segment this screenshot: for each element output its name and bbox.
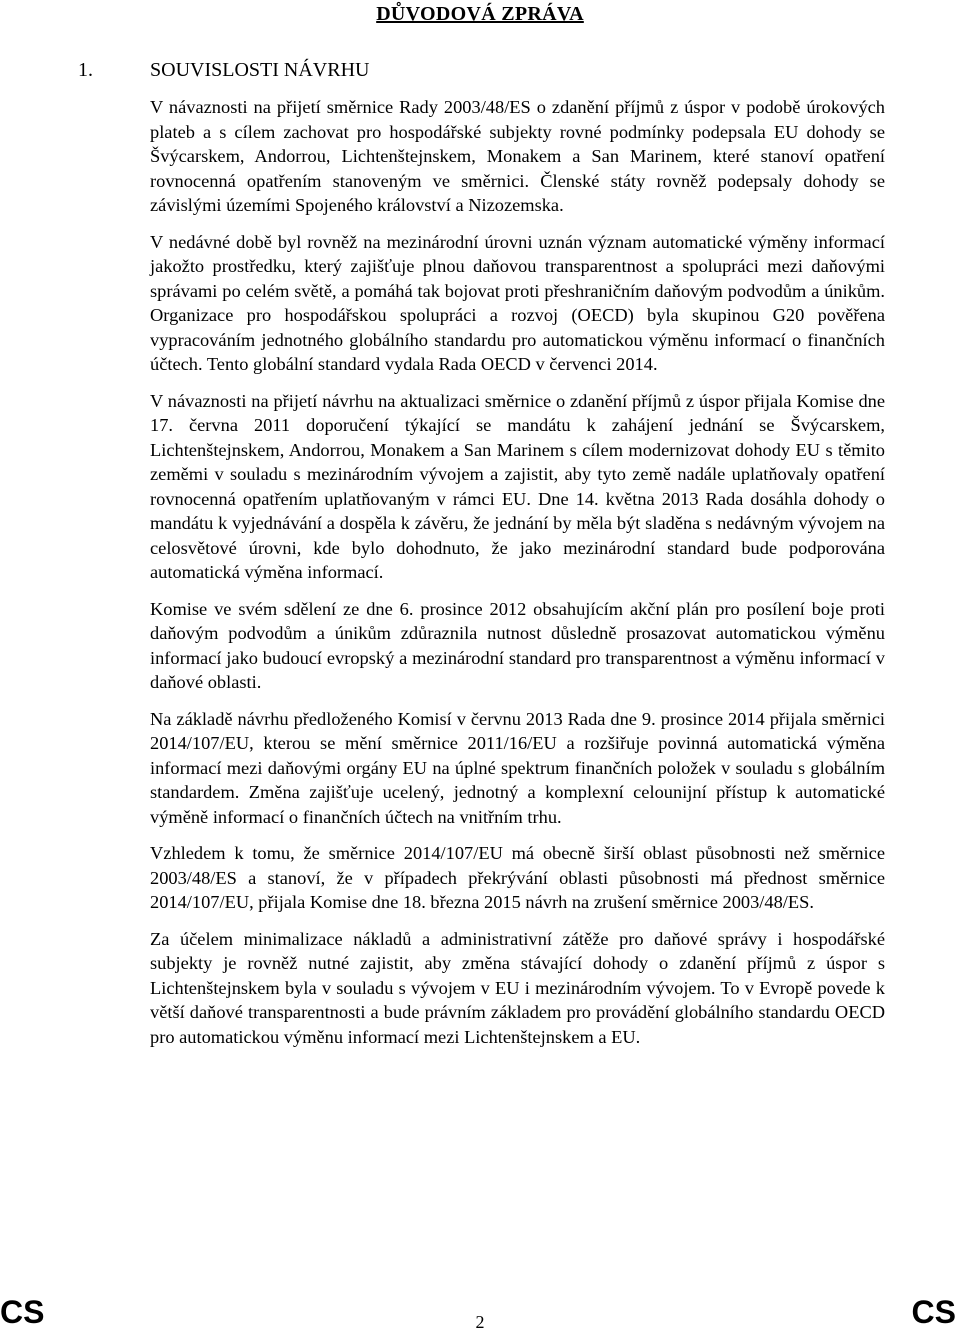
section-heading <box>78 59 369 82</box>
paragraph: Na základě návrhu předloženého Komisí v červnu 2013 Rada dne 9. prosince 2014 přijala směrnici 2014/107/EU, kterou se mění směrnice 2011/16/EU a rozšiřuje povinná automatická výměna informací mezi daňovými orgány EU na úplné spektrum finančních položek v souladu s globálním standardem. Změna zajišťuje ucelený, jednotný a komplexní celounijní přístup k automatické výměně informací o finančních účtech na vnitřním trhu. <box>150 708 885 827</box>
paragraph: Vzhledem k tomu, že směrnice 2014/107/EU má obecně širší oblast působnosti než směrnice 2003/48/ES a stanoví, že v případech překrývání oblasti působnosti má přednost směrnice 2014/107/EU, přijala Komise dne 18. března 2015 návrh na zrušení směrnice 2003/48/ES. <box>150 843 885 912</box>
section-title: SOUVISLOSTI NÁVRHU <box>150 59 370 81</box>
language-code-left: CS <box>0 1294 45 1330</box>
paragraph: V nedávné době byl rovněž na mezinárodní úrovni uznán význam automatické výměny informací jakožto prostředku, který zajišťuje plnou daňovou transparentnost a spolupráci mezi daňovými správami po celém světě, a pomáhá tak bojovat proti přeshraničním daňovým podvodům a únikům. Organizace pro hospodářskou spolupráci a rozvoj (OECD) byla skupinou G20 pověřena vypracováním jednotného globálního standardu pro automatickou výměnu informací o finančních účtech. Tento globální standard vydala Rada OECD v červenci 2014. <box>150 231 885 374</box>
paragraph: Za účelem minimalizace nákladů a administrativní zátěže pro daňové správy i hospodářské subjekty je rovněž nutné zajistit, aby změna stávající dohody o zdanění příjmů z úspor s Lichtenštejnskem byla v souladu s vývojem v EU i mezinárodním vývojem. To v Evropě povede k větší daňové transparentnosti a bude právním základem pro provádění globálního standardu OECD pro automatickou výměnu informací mezi Lichtenštejnskem a EU. <box>150 928 885 1047</box>
document-title: DŮVODOVÁ ZPRÁVA <box>376 3 584 25</box>
section-number: 1. <box>78 59 93 81</box>
document-body <box>150 95 885 1061</box>
page-number: 2 <box>475 1312 485 1332</box>
language-code-right: CS <box>911 1294 956 1330</box>
paragraph: Komise ve svém sdělení ze dne 6. prosince 2012 obsahujícím akční plán pro posílení boje proti daňovým podvodům a únikům zdůraznila nutnost důsledně prosazovat automatickou výměnu informací jako budoucí evropský a mezinárodní standard pro transparentnost a výměnu informací v daňové oblasti. <box>150 598 885 692</box>
paragraph: V návaznosti na přijetí směrnice Rady 2003/48/ES o zdanění příjmů z úspor v podobě úrokových plateb a s cílem zachovat pro hospodářské subjekty rovné podmínky podepsala EU dohody se Švýcarskem, Andorrou, Lichtenštejnskem, Monakem a San Marinem, které stanoví opatření rovnocenná opatřením stanoveným ve směrnici. Členské státy rovněž podepsaly dohody se závislými územími Spojeného království a Nizozemska. <box>150 97 885 215</box>
page-footer <box>0 1288 960 1334</box>
paragraph: V návaznosti na přijetí návrhu na aktualizaci směrnice o zdanění příjmů z úspor přijala Komise dne 17. června 2011 doporučení týkající se mandátu k zahájení jednání se Švýcarskem, Lichtenštejnskem, Andorrou, Monakem a San Marinem s cílem modernizovat dohody EU s těmito zeměmi v souladu s mezinárodním vývojem a zajistit, aby tyto země nadále uplatňovaly opatření rovnocenná opatřením uplatňovaným v rámci EU. Dne 14. května 2013 Rada dosáhla dohody o mandátu k vyjednávání a dospěla k závěru, že jednání by měla být sladěna s nedávným vývojem na celosvětové úrovni, kde bylo dohodnuto, že jako mezinárodní standard bude podporována automatická výměna informací. <box>150 390 885 582</box>
